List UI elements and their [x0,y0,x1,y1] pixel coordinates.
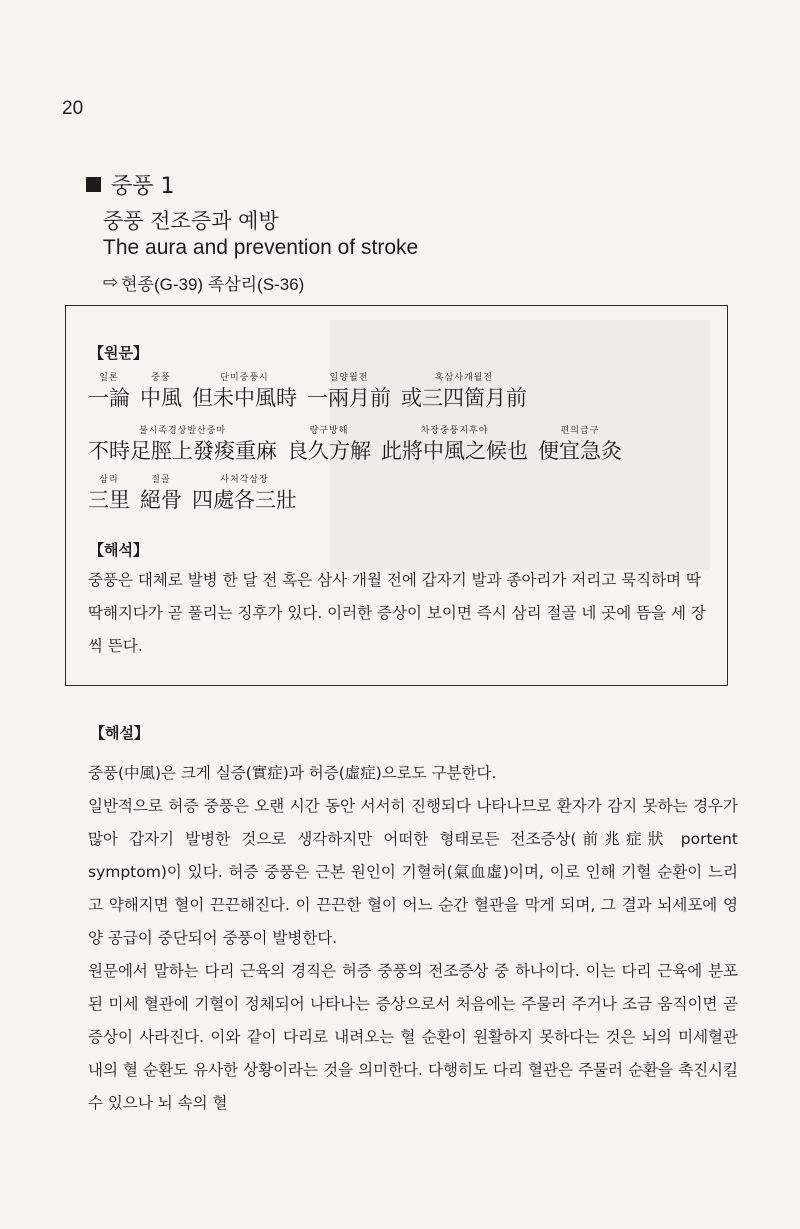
hanja-text: 便宜急灸 [538,439,622,463]
hangul-reading: 일론 [99,373,119,383]
hanja-phrase [307,370,391,412]
hangul-reading: 편의급구 [560,426,600,436]
square-bullet-icon [86,177,101,192]
hanja-text: 一兩月前 [307,386,391,410]
interpretation-text: 중풍은 대체로 발병 한 달 전 혹은 삼사 개월 전에 갑자기 발과 종아리가 저리고 묵직하며 딱딱해지다가 곧 풀리는 징후가 있다. 이러한 증상이 보이면 즉시 삼리 절골 네 곳에 뜸을 세 장씩 뜬다. [88,571,706,655]
section-heading [86,169,175,200]
hanja-phrase [287,423,371,465]
interpretation-label: 【해석】 [89,541,148,559]
hanja-text: 絕骨 [140,488,182,512]
hangul-reading: 량구방해 [309,426,349,436]
hanja-line-1 [88,370,527,412]
hanja-text: 不時足脛上發痠重麻 [88,439,277,463]
hangul-reading: 중풍 [151,373,171,383]
hanja-phrase [88,472,130,514]
hangul-reading: 삼리 [99,475,119,485]
hanja-line-3 [88,472,297,514]
commentary-paragraph: 원문에서 말하는 다리 근육의 경직은 허증 중풍의 전조증상 중 하나이다. 이는 다리 근육에 분포된 미세 혈관에 기혈이 정체되어 나타나는 증상으로서 처음에는 주물러 주거나 조금 움직이면 곧 증상이 사라진다. 이와 같이 다리로 내려오는 혈 순환이 원활하지 못하다는 것은 뇌의 미세혈관 내의 혈 순환도 유사한 상황이라는 것을 의미한다. 다행히도 다리 혈관은 주물러 순환을 촉진시킬 수 있으나 뇌 속의 혈 [88,962,738,1112]
hanja-phrase [140,370,182,412]
acupoints-text: 현종(G-39) 족삼리(S-36) [121,275,305,294]
original-text-box [65,305,728,686]
hangul-reading: 일양월전 [329,373,369,383]
commentary-label: 【해설】 [90,724,149,742]
commentary-paragraph: 일반적으로 허증 중풍은 오랜 시간 동안 서서히 진행되다 나타나므로 환자가 감지 못하는 경우가 많아 갑자기 발병한 것으로 생각하지만 어떠한 형태로든 전조증상(前兆症狀 portent symptom)이 있다. 허증 중풍은 근본 원인이 기혈허(氣血虛)이며, 이로 인해 기혈 순환이 느리고 약해지면 혈이 끈끈해진다. 이 끈끈한 혈이 어느 순간 혈관을 막게 되며, 그 결과 뇌세포에 영양 공급이 중단되어 중풍이 발병한다. [88,797,738,947]
hangul-reading: 사처각삼장 [220,475,269,485]
commentary-body [88,757,738,1120]
hanja-phrase [88,423,277,465]
page-number: 20 [62,98,84,119]
commentary-paragraph: 중풍(中風)은 크게 실증(實症)과 허증(虛症)으로도 구분한다. [88,764,497,782]
section-title: 중풍 1 [111,174,175,199]
hangul-reading: 불시족경상발산중마 [138,426,227,436]
subtitle-english: The aura and prevention of stroke [103,236,419,259]
hanja-text: 此將中風之候也 [381,439,528,463]
hanja-text: 良久方解 [287,439,371,463]
hanja-text: 一論 [88,386,130,410]
subtitle-korean: 중풍 전조증과 예방 [103,209,279,233]
hangul-reading: 절골 [151,475,171,485]
hanja-text: 但未中風時 [192,386,297,410]
hanja-phrase [140,472,182,514]
hanja-line-2 [88,423,622,465]
hanja-phrase [401,370,527,412]
hanja-phrase [192,370,297,412]
hanja-phrase [192,472,297,514]
original-text-label: 【원문】 [89,344,148,362]
hangul-reading: 단미중풍시 [220,373,269,383]
hangul-reading: 혹삼사개월전 [434,373,494,383]
hanja-phrase [381,423,528,465]
hanja-text: 中風 [140,386,182,410]
hanja-text: 或三四箇月前 [401,386,527,410]
arrow-right-icon: ⇨ [103,272,119,292]
hangul-reading: 차장중풍지후야 [420,426,489,436]
hanja-phrase [88,370,130,412]
hanja-phrase [538,423,622,465]
hanja-text: 三里 [88,488,130,512]
acupoints-line [103,270,304,295]
hanja-text: 四處各三壯 [192,488,297,512]
